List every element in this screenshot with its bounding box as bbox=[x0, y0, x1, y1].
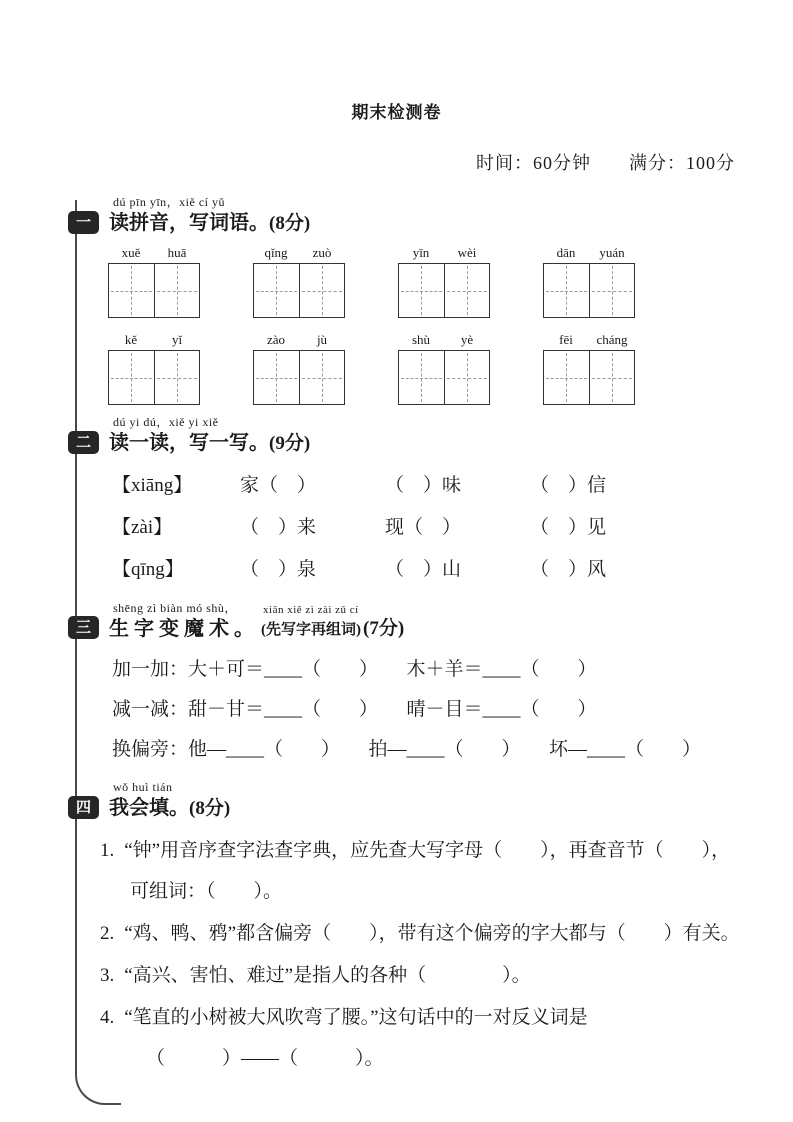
question-number: 1. bbox=[100, 840, 115, 861]
word-feichang bbox=[543, 332, 635, 405]
section-3-score: (7分) bbox=[363, 618, 405, 639]
question-1 bbox=[100, 830, 793, 912]
section-2-badge: 二 bbox=[68, 431, 99, 454]
question-number: 4. bbox=[100, 1007, 115, 1028]
magic-row-content: 甜－甘＝____（ ） 晴－目＝____（ ） bbox=[188, 699, 597, 720]
writing-grid-area bbox=[108, 245, 793, 405]
fill-row-zai bbox=[112, 507, 793, 549]
question-text: “高兴、害怕、难过”是指人的各种（ ）。 bbox=[124, 965, 531, 986]
section-3-header bbox=[68, 601, 793, 642]
magic-row-content: 他—____（ ） 拍—____（ ） 坏—____（ ） bbox=[188, 739, 702, 760]
question-line bbox=[100, 955, 793, 996]
question-2 bbox=[100, 913, 793, 954]
question-line bbox=[100, 997, 793, 1038]
bracket-pinyin-label: 【xiāng】 bbox=[112, 475, 193, 496]
magic-row-radical bbox=[112, 730, 793, 770]
writing-cell bbox=[589, 264, 635, 317]
question-number: 3. bbox=[100, 965, 115, 986]
writing-cell bbox=[399, 264, 444, 317]
pinyin-syllable: yīn bbox=[412, 245, 430, 260]
writing-cell bbox=[154, 264, 200, 317]
section-1-header bbox=[68, 195, 793, 237]
fill-item: （ ）信 bbox=[530, 475, 607, 496]
fill-item: 家（ ） bbox=[240, 475, 317, 496]
word-pinyin bbox=[253, 332, 345, 350]
section-2-pinyin: dú yi dú，xiě yi xiě bbox=[113, 415, 219, 429]
fill-item: （ ）味 bbox=[385, 475, 462, 496]
magic-row-label: 加一加： bbox=[112, 659, 189, 680]
writing-cell bbox=[109, 264, 154, 317]
pinyin-syllable: kě bbox=[124, 332, 138, 347]
writing-cell bbox=[299, 351, 345, 404]
writing-cell bbox=[544, 264, 589, 317]
magic-row-label: 换偏旁： bbox=[112, 739, 189, 760]
question-line bbox=[100, 830, 793, 871]
section-4-title: 我会填。 bbox=[109, 797, 190, 819]
bracket-pinyin-label: 【qīng】 bbox=[112, 559, 184, 580]
fill-item: 现（ ） bbox=[385, 517, 462, 538]
section-4-score: (8分) bbox=[189, 798, 231, 819]
pinyin-syllable: zào bbox=[266, 332, 286, 347]
question-line bbox=[100, 913, 793, 954]
word-pinyin bbox=[253, 245, 345, 263]
grid-row-1 bbox=[108, 245, 793, 318]
word-shuye bbox=[398, 332, 490, 405]
writing-cell bbox=[399, 351, 444, 404]
writing-grid bbox=[543, 263, 635, 318]
word-pinyin bbox=[108, 245, 200, 263]
pinyin-syllable: zuò bbox=[312, 245, 332, 260]
fill-item: （ ）山 bbox=[385, 559, 462, 580]
word-qingzuo bbox=[253, 245, 345, 318]
writing-cell bbox=[299, 264, 345, 317]
magic-row-content: 大＋可＝____（ ） 木＋羊＝____（ ） bbox=[188, 659, 597, 680]
pinyin-syllable: qǐng bbox=[264, 245, 288, 260]
writing-grid bbox=[108, 263, 200, 318]
section-1-badge: 一 bbox=[68, 211, 99, 234]
writing-grid bbox=[398, 263, 490, 318]
word-pinyin bbox=[398, 332, 490, 350]
fill-item: （ ）风 bbox=[530, 559, 607, 580]
section-4-badge: 四 bbox=[68, 796, 99, 819]
pinyin-syllable: fēi bbox=[559, 332, 573, 347]
section-1-head-text bbox=[109, 195, 310, 237]
word-yinwei bbox=[398, 245, 490, 318]
grid-row-2 bbox=[108, 332, 793, 405]
question-text: “鸡、鸭、鸦”都含偏旁（ ），带有这个偏旁的字大都与（ ）有关。 bbox=[124, 923, 740, 944]
pinyin-syllable: yǐ bbox=[171, 332, 183, 347]
section-3-title: 生字变魔术。 bbox=[109, 618, 260, 640]
writing-grid bbox=[543, 350, 635, 405]
section-2-title: 读一读，写一写。 bbox=[109, 432, 270, 454]
section-4-header bbox=[68, 780, 793, 822]
sections-container bbox=[0, 195, 793, 1079]
section-4 bbox=[68, 780, 793, 1079]
section-3-note-pinyin: xiān xiě zì zài zǔ cí bbox=[263, 604, 359, 616]
word-pinyin bbox=[398, 245, 490, 263]
question-3 bbox=[100, 955, 793, 996]
writing-cell bbox=[589, 351, 635, 404]
word-pinyin bbox=[543, 245, 635, 263]
section-1-title: 读拼音，写词语。 bbox=[109, 212, 270, 234]
question-text: （ ）——（ ）。 bbox=[146, 1048, 384, 1069]
word-danyuan bbox=[543, 245, 635, 318]
fill-item: （ ）见 bbox=[530, 517, 607, 538]
fill-item: （ ）来 bbox=[240, 517, 317, 538]
word-zaoju bbox=[253, 332, 345, 405]
section-3 bbox=[68, 601, 793, 770]
fill-row-qing bbox=[112, 549, 793, 591]
section-2 bbox=[68, 415, 793, 591]
exam-time-score-meta: 时间：60分钟 满分：100分 bbox=[476, 153, 735, 173]
question-text: 可组词：（ ）。 bbox=[130, 881, 283, 902]
section-1-pinyin: dú pīn yīn，xiě cí yǔ bbox=[113, 195, 226, 209]
writing-grid bbox=[253, 263, 345, 318]
writing-grid bbox=[253, 350, 345, 405]
magic-row-label: 减一减： bbox=[112, 699, 189, 720]
pinyin-syllable: yè bbox=[460, 332, 474, 347]
section-3-main-title bbox=[109, 601, 259, 642]
section-1-score: (8分) bbox=[269, 213, 311, 234]
question-text: “钟”用音序查字法查字典，应先查大写字母（ ），再查音节（ ）， bbox=[124, 840, 731, 861]
section-3-note-block bbox=[261, 603, 361, 642]
writing-cell bbox=[109, 351, 154, 404]
writing-cell bbox=[254, 351, 299, 404]
writing-cell bbox=[254, 264, 299, 317]
section-3-badge: 三 bbox=[68, 616, 99, 639]
fill-item: （ ）泉 bbox=[240, 559, 317, 580]
writing-cell bbox=[544, 351, 589, 404]
pinyin-syllable: jù bbox=[316, 332, 328, 347]
bracket-pinyin-label: 【zài】 bbox=[112, 517, 173, 538]
question-4 bbox=[100, 997, 793, 1079]
writing-cell bbox=[444, 351, 490, 404]
pinyin-syllable: yuán bbox=[599, 245, 625, 260]
magic-rows bbox=[112, 650, 793, 770]
fill-rows bbox=[112, 465, 793, 591]
word-pinyin bbox=[543, 332, 635, 350]
section-3-note: (先写字再组词) bbox=[261, 622, 362, 638]
question-number: 2. bbox=[100, 923, 115, 944]
section-2-header bbox=[68, 415, 793, 457]
pinyin-syllable: huā bbox=[167, 245, 187, 260]
section-2-score: (9分) bbox=[269, 433, 311, 454]
word-xuehua bbox=[108, 245, 200, 318]
question-items bbox=[100, 830, 793, 1079]
section-4-pinyin: wǒ huì tián bbox=[113, 780, 173, 794]
writing-cell bbox=[154, 351, 200, 404]
section-1 bbox=[68, 195, 793, 405]
magic-row-subtract bbox=[112, 690, 793, 730]
pinyin-syllable: wèi bbox=[457, 245, 477, 260]
pinyin-syllable: shù bbox=[411, 332, 431, 347]
writing-cell bbox=[444, 264, 490, 317]
writing-grid bbox=[108, 350, 200, 405]
question-text: “笔直的小树被大风吹弯了腰。”这句话中的一对反义词是 bbox=[124, 1007, 588, 1028]
section-3-head-text bbox=[109, 601, 404, 642]
section-3-pinyin: shēng zì biàn mó shù， bbox=[113, 601, 237, 615]
section-2-head-text bbox=[109, 415, 310, 457]
word-pinyin bbox=[108, 332, 200, 350]
pinyin-syllable: dān bbox=[556, 245, 576, 260]
pinyin-syllable: cháng bbox=[596, 332, 628, 347]
magic-row-add bbox=[112, 650, 793, 690]
page-title: 期末检测卷 bbox=[351, 103, 442, 122]
section-4-head-text bbox=[109, 780, 230, 822]
word-keyi bbox=[108, 332, 200, 405]
fill-row-xiang bbox=[112, 465, 793, 507]
pinyin-syllable: xuě bbox=[121, 245, 141, 260]
writing-grid bbox=[398, 350, 490, 405]
